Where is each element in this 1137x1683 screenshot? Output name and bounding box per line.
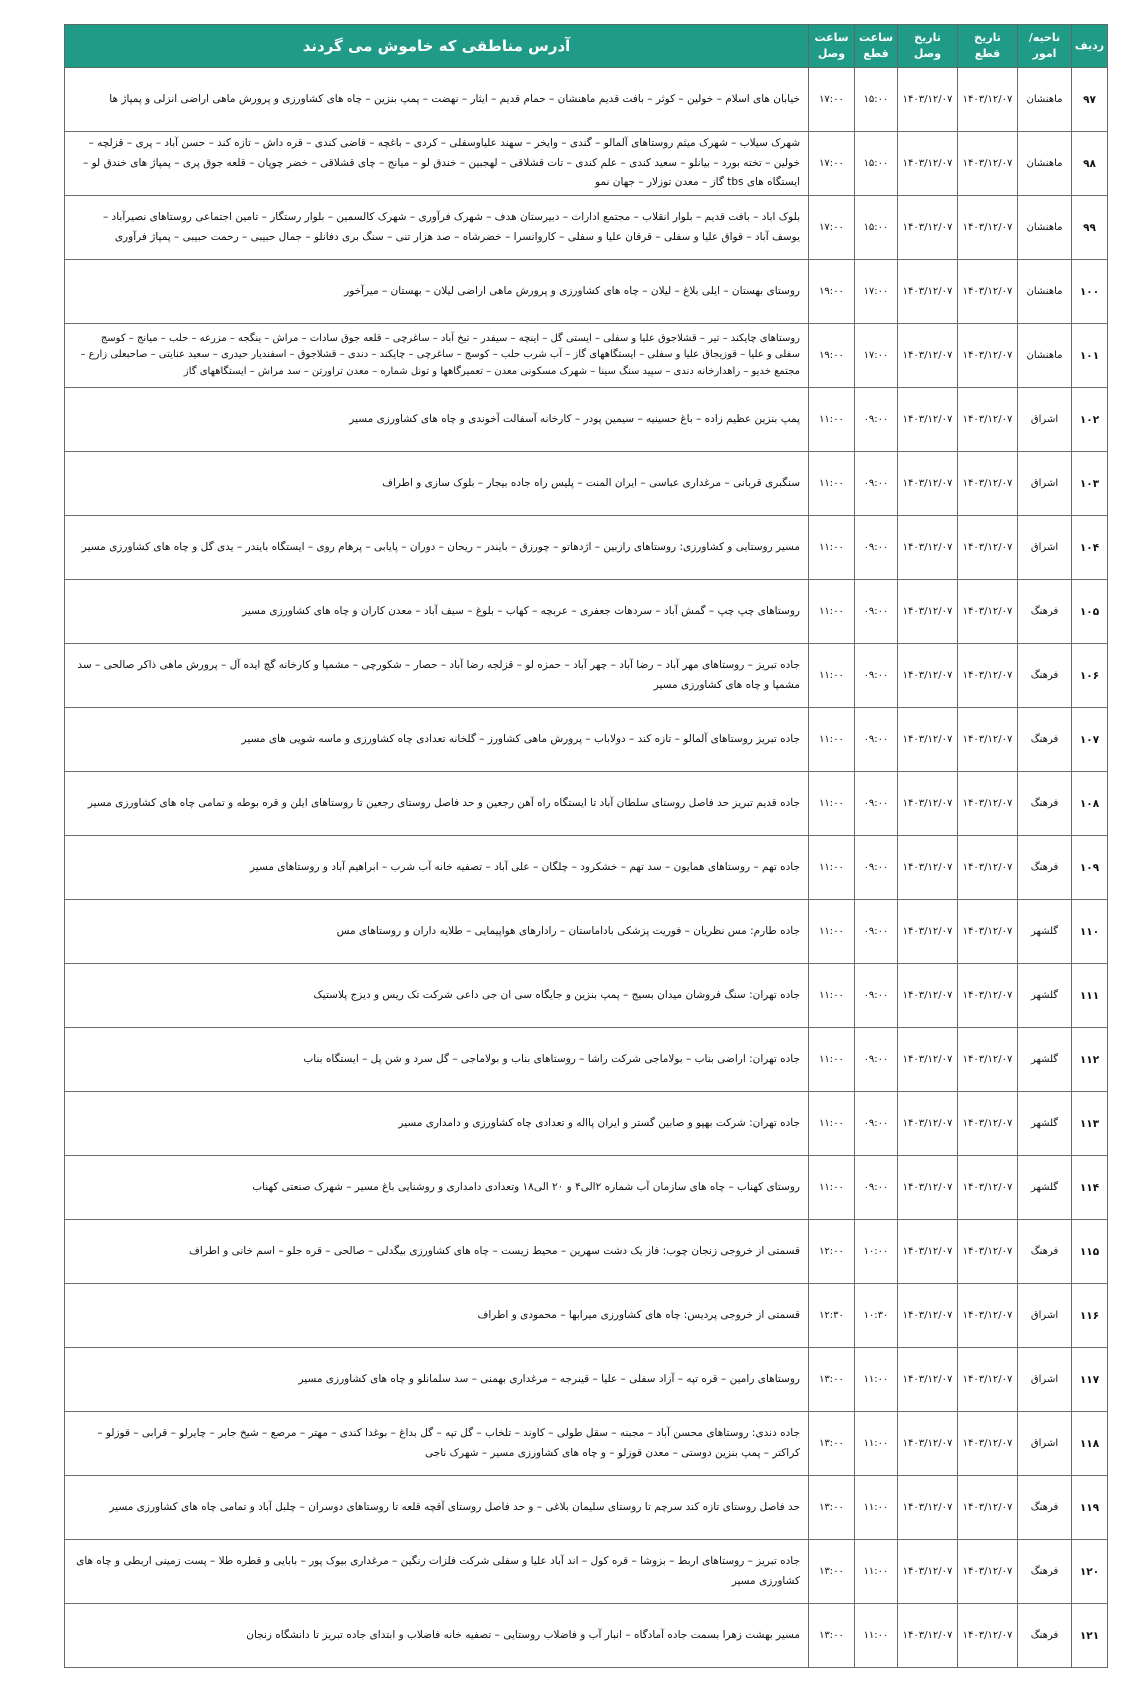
connect-time-cell: ۱۱:۰۰ bbox=[809, 708, 855, 772]
row-number-cell: ۹۷ bbox=[1072, 68, 1108, 132]
connect-time-cell: ۱۱:۰۰ bbox=[809, 1028, 855, 1092]
district-cell: فرهنگ bbox=[1018, 1604, 1072, 1668]
address-cell bbox=[65, 196, 809, 260]
row-number-cell: ۱۰۴ bbox=[1072, 516, 1108, 580]
row-number-cell: ۱۱۵ bbox=[1072, 1220, 1108, 1284]
address-text: جاده تبریز – روستاهای اربط – بزوشا – قره کول – اند آباد علیا و سفلی شرکت فلزات رنگین – مرغداری بیوک پور – بابایی و قطره طلا – پست زمینی اربطی و چاه های کشاورزی مسیر bbox=[76, 1554, 800, 1587]
cut-time-cell: ۰۹:۰۰ bbox=[855, 516, 898, 580]
cut-time-cell: ۱۷:۰۰ bbox=[855, 260, 898, 324]
cut-date-cell: ۱۴۰۳/۱۲/۰۷ bbox=[958, 1092, 1018, 1156]
connect-time-cell: ۱۱:۰۰ bbox=[809, 516, 855, 580]
table-row bbox=[65, 132, 1108, 196]
address-text: جاده طارم: مس نظریان – فوریت پزشکی باداماستان – رادارهای هواپیمایی – طلایه داران و روستاهای مس bbox=[336, 924, 800, 937]
table-row bbox=[65, 1156, 1108, 1220]
district-cell: گلشهر bbox=[1018, 900, 1072, 964]
cut-time-cell: ۱۵:۰۰ bbox=[855, 196, 898, 260]
cut-date-cell: ۱۴۰۳/۱۲/۰۷ bbox=[958, 1348, 1018, 1412]
connect-date-cell: ۱۴۰۳/۱۲/۰۷ bbox=[898, 1284, 958, 1348]
district-cell: فرهنگ bbox=[1018, 580, 1072, 644]
address-cell bbox=[65, 1028, 809, 1092]
address-cell bbox=[65, 1412, 809, 1476]
connect-time-cell: ۱۷:۰۰ bbox=[809, 68, 855, 132]
address-cell bbox=[65, 1156, 809, 1220]
cut-date-cell: ۱۴۰۳/۱۲/۰۷ bbox=[958, 580, 1018, 644]
cut-time-cell: ۰۹:۰۰ bbox=[855, 580, 898, 644]
district-cell: گلشهر bbox=[1018, 1028, 1072, 1092]
row-number-cell: ۱۰۵ bbox=[1072, 580, 1108, 644]
district-cell: اشراق bbox=[1018, 1284, 1072, 1348]
table-row bbox=[65, 1348, 1108, 1412]
address-cell bbox=[65, 132, 809, 196]
address-cell bbox=[65, 1348, 809, 1412]
cut-time-cell: ۱۱:۰۰ bbox=[855, 1412, 898, 1476]
row-number-cell: ۱۰۶ bbox=[1072, 644, 1108, 708]
header-address: آدرس مناطقی که خاموش می گردند bbox=[65, 25, 809, 68]
address-cell bbox=[65, 68, 809, 132]
cut-time-cell: ۰۹:۰۰ bbox=[855, 1092, 898, 1156]
cut-date-cell: ۱۴۰۳/۱۲/۰۷ bbox=[958, 132, 1018, 196]
district-cell: اشراق bbox=[1018, 452, 1072, 516]
address-cell bbox=[65, 708, 809, 772]
table-row bbox=[65, 388, 1108, 452]
district-cell: فرهنگ bbox=[1018, 708, 1072, 772]
table-row bbox=[65, 1540, 1108, 1604]
address-text: حد فاصل روستای تازه کند سرچم تا روستای سلیمان بلاغی – و حد فاصل روستای آقچه قلعه تا روستاهای دوسران – چلبل آباد و تمامی چاه های کشاورزی مسیر bbox=[109, 1500, 800, 1513]
address-cell bbox=[65, 516, 809, 580]
outage-table bbox=[64, 24, 1108, 1668]
connect-date-cell: ۱۴۰۳/۱۲/۰۷ bbox=[898, 900, 958, 964]
address-text: جاده تهران: سنگ فروشان میدان بسیج – پمپ بنزین و جایگاه سی ان جی داعی شرکت تک ریس و دیزج پلاستیک bbox=[313, 988, 800, 1001]
address-text: شهرک سیلاب – شهرک میثم روستاهای آلمالو – گندی – وایخر – سهند علیاوسفلی – کردی – باغچه – قاضی کندی – قره داش – تازه کند – حسن آباد – پری – قزلچه – خولین – تخته بورد – بیانلو – سعید کندی – علم کندی – تات قشلاقی – لهجبین – خندق لو – میانج – چای قشلاقی – خضر چوپان – قلعه جوق پری – پمپاژ های خندق لو – ایستگاه های tbs گاز – معدن توزلار – جهان نمو bbox=[83, 136, 800, 189]
connect-date-cell: ۱۴۰۳/۱۲/۰۷ bbox=[898, 1220, 958, 1284]
district-cell: فرهنگ bbox=[1018, 1220, 1072, 1284]
address-text: خیابان های اسلام – خولین – کوثر – بافت قدیم ماهنشان – حمام قدیم – ایثار – نهضت – پمپ بنزین – چاه های کشاورزی و پرورش ماهی اراضی انزلی و پمپاژ ها bbox=[109, 92, 800, 105]
address-cell bbox=[65, 964, 809, 1028]
connect-date-cell: ۱۴۰۳/۱۲/۰۷ bbox=[898, 260, 958, 324]
connect-date-cell: ۱۴۰۳/۱۲/۰۷ bbox=[898, 580, 958, 644]
address-text: روستای بهستان – ایلی بلاغ – لیلان – چاه های کشاورزی و پرورش ماهی اراضی لیلان – بهستان – میرآخور bbox=[344, 284, 800, 297]
cut-time-cell: ۰۹:۰۰ bbox=[855, 964, 898, 1028]
connect-date-cell: ۱۴۰۳/۱۲/۰۷ bbox=[898, 132, 958, 196]
district-cell: اشراق bbox=[1018, 388, 1072, 452]
table-row bbox=[65, 772, 1108, 836]
district-cell: اشراق bbox=[1018, 516, 1072, 580]
district-cell: ماهنشان bbox=[1018, 68, 1072, 132]
cut-time-cell: ۱۱:۰۰ bbox=[855, 1604, 898, 1668]
address-text: مسیر روستایی و کشاورزی: روستاهای رازبین – اژدهاتو – چورزق – بایندر – ریحان – دوران – پایابی – پرهام روی – ایستگاه بایندر – یدی گل و چاه های کشاورزی مسیر bbox=[81, 540, 800, 553]
connect-date-cell: ۱۴۰۳/۱۲/۰۷ bbox=[898, 324, 958, 388]
row-number-cell: ۹۹ bbox=[1072, 196, 1108, 260]
connect-date-cell: ۱۴۰۳/۱۲/۰۷ bbox=[898, 1476, 958, 1540]
address-cell bbox=[65, 1476, 809, 1540]
table-row bbox=[65, 516, 1108, 580]
address-text: روستاهای رامین – قره تپه – آزاد سفلی – علیا – قینرجه – مرغداری بهمنی – سد سلمانلو و چاه های کشاورزی مسیر bbox=[298, 1372, 800, 1385]
cut-date-cell: ۱۴۰۳/۱۲/۰۷ bbox=[958, 644, 1018, 708]
cut-time-cell: ۰۹:۰۰ bbox=[855, 1156, 898, 1220]
connect-date-cell: ۱۴۰۳/۱۲/۰۷ bbox=[898, 452, 958, 516]
cut-date-cell: ۱۴۰۳/۱۲/۰۷ bbox=[958, 452, 1018, 516]
address-text: روستاهای چایکند – تیر – قشلاجوق علیا و سفلی – ایستی گل – اینچه – سیفدر – تیخ آباد – ساغرچی – قلعه جوق سادات – مراش – ینگجه – مزرعه – حلب – میانج – کوسج سفلی و علیا – قوزیجاق علیا و سفلی – ایستگاههای گاز – آب شرب حلب – کوسج – ساغرچی – چایکند – دندی – قشلاجوق – اسفندیار حیدری – سعید عنایتی – صاحبعلی زارع – مجتمع خدیو – راهدارخانه دندی – سپید سنگ سینا – شهرک مسکونی معدن – تعمیرگاهها و تونل شماره – معدن تراورتن – سد مراش – ایستگاههای گاز bbox=[80, 332, 800, 377]
table-row bbox=[65, 68, 1108, 132]
connect-time-cell: ۱۹:۰۰ bbox=[809, 324, 855, 388]
row-number-cell: ۱۱۱ bbox=[1072, 964, 1108, 1028]
connect-time-cell: ۱۳:۰۰ bbox=[809, 1604, 855, 1668]
address-cell bbox=[65, 1604, 809, 1668]
row-number-cell: ۱۱۰ bbox=[1072, 900, 1108, 964]
cut-date-cell: ۱۴۰۳/۱۲/۰۷ bbox=[958, 1156, 1018, 1220]
address-cell bbox=[65, 260, 809, 324]
connect-time-cell: ۱۱:۰۰ bbox=[809, 1156, 855, 1220]
address-cell bbox=[65, 900, 809, 964]
cut-time-cell: ۰۹:۰۰ bbox=[855, 388, 898, 452]
table-row bbox=[65, 900, 1108, 964]
connect-time-cell: ۱۱:۰۰ bbox=[809, 900, 855, 964]
address-text: جاده دندی: روستاهای محسن آباد – مجبنه – سقل طولی – کاوند – تلخاب – گل تپه – گل بداغ – بوغدا کندی – مهتر – مرصع – شیخ جابر – چایرلو – قرابی – قوزلو – کراکتر – پمپ بنزین دوستی – معدن قوزلو – و چاه های کشاورزی مسیر – شهرک ناجی bbox=[97, 1426, 800, 1459]
address-text: جاده تهران: اراضی بناب – بولاماجی شرکت راشا – روستاهای بناب و بولاماجی – گل سرد و شن پل – ایستگاه بناب bbox=[303, 1052, 800, 1065]
cut-date-cell: ۱۴۰۳/۱۲/۰۷ bbox=[958, 772, 1018, 836]
connect-date-cell: ۱۴۰۳/۱۲/۰۷ bbox=[898, 1028, 958, 1092]
cut-date-cell: ۱۴۰۳/۱۲/۰۷ bbox=[958, 388, 1018, 452]
cut-date-cell: ۱۴۰۳/۱۲/۰۷ bbox=[958, 1284, 1018, 1348]
address-cell bbox=[65, 836, 809, 900]
district-cell: فرهنگ bbox=[1018, 644, 1072, 708]
connect-date-cell: ۱۴۰۳/۱۲/۰۷ bbox=[898, 836, 958, 900]
row-number-cell: ۱۰۹ bbox=[1072, 836, 1108, 900]
district-cell: اشراق bbox=[1018, 1348, 1072, 1412]
header-cut-date: تاریخ قطع bbox=[958, 25, 1018, 68]
address-text: جاده قدیم تبریز حد فاصل روستای سلطان آباد تا ایستگاه راه آهن رجعین و حد فاصل روستای رجعین تا روستاهای ایلن و قره بوطه و تمامی چاه های کشاورزی مسیر bbox=[87, 796, 800, 809]
connect-time-cell: ۱۱:۰۰ bbox=[809, 388, 855, 452]
cut-time-cell: ۰۹:۰۰ bbox=[855, 644, 898, 708]
district-cell: ماهنشان bbox=[1018, 196, 1072, 260]
address-text: قسمتی از خروجی زنجان چوب: فاز یک دشت سهرین – محیط زیست – چاه های کشاورزی بیگدلی – صالحی – قره جلو – اسم خانی و اطراف bbox=[188, 1244, 800, 1257]
connect-date-cell: ۱۴۰۳/۱۲/۰۷ bbox=[898, 964, 958, 1028]
address-text: جاده تهم – روستاهای همایون – سد تهم – خشکرود – چلگان – علی آباد – تصفیه خانه آب شرب – ابراهیم آباد و روستاهای مسیر bbox=[250, 860, 800, 873]
address-text: جاده تهران: شرکت بهپو و صابین گستر و ایران پااله و تعدادی چاه کشاورزی و دامداری مسیر bbox=[398, 1116, 800, 1129]
row-number-cell: ۱۱۷ bbox=[1072, 1348, 1108, 1412]
cut-date-cell: ۱۴۰۳/۱۲/۰۷ bbox=[958, 1028, 1018, 1092]
connect-time-cell: ۱۱:۰۰ bbox=[809, 452, 855, 516]
address-cell bbox=[65, 772, 809, 836]
cut-date-cell: ۱۴۰۳/۱۲/۰۷ bbox=[958, 324, 1018, 388]
table-row bbox=[65, 580, 1108, 644]
cut-time-cell: ۱۱:۰۰ bbox=[855, 1348, 898, 1412]
connect-time-cell: ۱۱:۰۰ bbox=[809, 836, 855, 900]
address-text: روستای کهناب – چاه های سازمان آب شماره ۲الی۴ و ۲۰ الی۱۸ وتعدادی دامداری و روشنایی باغ مسیر – شهرک صنعتی کهناب bbox=[252, 1180, 800, 1193]
row-number-cell: ۱۰۲ bbox=[1072, 388, 1108, 452]
cut-time-cell: ۱۷:۰۰ bbox=[855, 324, 898, 388]
cut-date-cell: ۱۴۰۳/۱۲/۰۷ bbox=[958, 260, 1018, 324]
address-cell bbox=[65, 1220, 809, 1284]
connect-date-cell: ۱۴۰۳/۱۲/۰۷ bbox=[898, 1348, 958, 1412]
district-cell: ماهنشان bbox=[1018, 324, 1072, 388]
cut-date-cell: ۱۴۰۳/۱۲/۰۷ bbox=[958, 1476, 1018, 1540]
connect-date-cell: ۱۴۰۳/۱۲/۰۷ bbox=[898, 1604, 958, 1668]
table-row bbox=[65, 452, 1108, 516]
table-row bbox=[65, 836, 1108, 900]
district-cell: فرهنگ bbox=[1018, 836, 1072, 900]
row-number-cell: ۱۱۴ bbox=[1072, 1156, 1108, 1220]
address-cell bbox=[65, 388, 809, 452]
cut-date-cell: ۱۴۰۳/۱۲/۰۷ bbox=[958, 836, 1018, 900]
address-text: بلوک اباد – بافت قدیم – بلوار انقلاب – مجتمع ادارات – دبیرستان هدف – شهرک فرآوری – شهرک کالسمین – بلوار رستگار – تامین اجتماعی روستاهای نصیرآباد – یوسف آباد – قواق علیا و سفلی – قرقان علیا و سفلی – کاروانسرا – خضرشاه – صد هزار تنی – سنگ بری دفانلو – جمال حبیبی – رحمت حبیبی – پمپاژ فرآوری bbox=[102, 210, 800, 243]
cut-time-cell: ۱۱:۰۰ bbox=[855, 1476, 898, 1540]
header-district: ناحیه/امور bbox=[1018, 25, 1072, 68]
district-cell: ماهنشان bbox=[1018, 260, 1072, 324]
district-cell: ماهنشان bbox=[1018, 132, 1072, 196]
row-number-cell: ۱۲۰ bbox=[1072, 1540, 1108, 1604]
cut-date-cell: ۱۴۰۳/۱۲/۰۷ bbox=[958, 1540, 1018, 1604]
district-cell: فرهنگ bbox=[1018, 772, 1072, 836]
address-text: پمپ بنزین عظیم زاده – باغ حسینیه – سیمین پودر – کارخانه آسفالت آخوندی و چاه های کشاورزی مسیر bbox=[349, 412, 800, 425]
table-row bbox=[65, 1604, 1108, 1668]
header-connect-time: ساعت وصل bbox=[809, 25, 855, 68]
row-number-cell: ۱۱۲ bbox=[1072, 1028, 1108, 1092]
connect-date-cell: ۱۴۰۳/۱۲/۰۷ bbox=[898, 708, 958, 772]
address-text: سنگبری قربانی – مرغداری عباسی – ایران المنت – پلیس راه جاده بیجار – بلوک سازی و اطراف bbox=[382, 476, 800, 489]
cut-time-cell: ۱۰:۳۰ bbox=[855, 1284, 898, 1348]
cut-date-cell: ۱۴۰۳/۱۲/۰۷ bbox=[958, 964, 1018, 1028]
address-text: مسیر بهشت زهرا بسمت جاده آمادگاه – انبار آب و فاضلاب روستایی – تصفیه خانه فاضلاب و ابتدای جاده تبریز تا دانشگاه زنجان bbox=[246, 1628, 800, 1641]
table-row bbox=[65, 1476, 1108, 1540]
district-cell: فرهنگ bbox=[1018, 1540, 1072, 1604]
address-text: جاده تبریز روستاهای آلمالو – تازه کند – دولاباب – پرورش ماهی کشاورز – گلخانه تعدادی چاه کشاورزی و ماسه شویی های مسیر bbox=[241, 732, 800, 745]
outage-schedule-sheet bbox=[64, 24, 1107, 1668]
table-row bbox=[65, 260, 1108, 324]
cut-date-cell: ۱۴۰۳/۱۲/۰۷ bbox=[958, 708, 1018, 772]
connect-date-cell: ۱۴۰۳/۱۲/۰۷ bbox=[898, 196, 958, 260]
address-cell bbox=[65, 452, 809, 516]
connect-date-cell: ۱۴۰۳/۱۲/۰۷ bbox=[898, 644, 958, 708]
district-cell: گلشهر bbox=[1018, 1092, 1072, 1156]
row-number-cell: ۱۰۰ bbox=[1072, 260, 1108, 324]
connect-time-cell: ۱۱:۰۰ bbox=[809, 580, 855, 644]
row-number-cell: ۱۱۳ bbox=[1072, 1092, 1108, 1156]
address-text: روستاهای چپ چپ – گمش آباد – سردهات جعفری – عربچه – کهاب – بلوغ – سیف آباد – معدن کاران و چاه های کشاورزی مسیر bbox=[242, 604, 800, 617]
table-row bbox=[65, 964, 1108, 1028]
connect-time-cell: ۱۳:۰۰ bbox=[809, 1412, 855, 1476]
table-row bbox=[65, 1092, 1108, 1156]
district-cell: اشراق bbox=[1018, 1412, 1072, 1476]
address-text: جاده تبریز – روستاهای مهر آباد – رضا آباد – چهر آباد – حمزه لو – قزلجه رضا آباد – حصار – شکورچی – مشمپا و کارخانه گچ ایده آل – پرورش ماهی ذاکر صالحی – سد مشمپا و چاه های کشاورزی مسیر bbox=[77, 658, 800, 691]
cut-time-cell: ۰۹:۰۰ bbox=[855, 900, 898, 964]
address-cell bbox=[65, 644, 809, 708]
address-text: قسمتی از خروجی پردیس: چاه های کشاورزی میرابها – محمودی و اطراف bbox=[477, 1308, 800, 1321]
cut-time-cell: ۱۵:۰۰ bbox=[855, 68, 898, 132]
connect-date-cell: ۱۴۰۳/۱۲/۰۷ bbox=[898, 1412, 958, 1476]
connect-date-cell: ۱۴۰۳/۱۲/۰۷ bbox=[898, 388, 958, 452]
connect-time-cell: ۱۱:۰۰ bbox=[809, 964, 855, 1028]
table-row bbox=[65, 708, 1108, 772]
cut-time-cell: ۱۵:۰۰ bbox=[855, 132, 898, 196]
address-cell bbox=[65, 1092, 809, 1156]
connect-time-cell: ۱۳:۰۰ bbox=[809, 1348, 855, 1412]
connect-date-cell: ۱۴۰۳/۱۲/۰۷ bbox=[898, 1092, 958, 1156]
row-number-cell: ۱۱۶ bbox=[1072, 1284, 1108, 1348]
cut-date-cell: ۱۴۰۳/۱۲/۰۷ bbox=[958, 516, 1018, 580]
cut-time-cell: ۰۹:۰۰ bbox=[855, 836, 898, 900]
row-number-cell: ۱۰۱ bbox=[1072, 324, 1108, 388]
connect-time-cell: ۱۹:۰۰ bbox=[809, 260, 855, 324]
cut-date-cell: ۱۴۰۳/۱۲/۰۷ bbox=[958, 1604, 1018, 1668]
cut-date-cell: ۱۴۰۳/۱۲/۰۷ bbox=[958, 196, 1018, 260]
cut-time-cell: ۰۹:۰۰ bbox=[855, 708, 898, 772]
connect-time-cell: ۱۲:۳۰ bbox=[809, 1284, 855, 1348]
row-number-cell: ۱۰۷ bbox=[1072, 708, 1108, 772]
table-row bbox=[65, 1412, 1108, 1476]
row-number-cell: ۱۲۱ bbox=[1072, 1604, 1108, 1668]
header-row-number: ردیف bbox=[1072, 25, 1108, 68]
cut-date-cell: ۱۴۰۳/۱۲/۰۷ bbox=[958, 1412, 1018, 1476]
district-cell: گلشهر bbox=[1018, 964, 1072, 1028]
address-cell bbox=[65, 580, 809, 644]
connect-date-cell: ۱۴۰۳/۱۲/۰۷ bbox=[898, 516, 958, 580]
district-cell: گلشهر bbox=[1018, 1156, 1072, 1220]
table-row bbox=[65, 1028, 1108, 1092]
row-number-cell: ۱۱۸ bbox=[1072, 1412, 1108, 1476]
table-row bbox=[65, 196, 1108, 260]
header-connect-date: تاریخ وصل bbox=[898, 25, 958, 68]
address-cell bbox=[65, 324, 809, 388]
connect-date-cell: ۱۴۰۳/۱۲/۰۷ bbox=[898, 1156, 958, 1220]
connect-time-cell: ۱۷:۰۰ bbox=[809, 132, 855, 196]
table-row bbox=[65, 324, 1108, 388]
connect-time-cell: ۱۳:۰۰ bbox=[809, 1476, 855, 1540]
header-cut-time: ساعت قطع bbox=[855, 25, 898, 68]
cut-date-cell: ۱۴۰۳/۱۲/۰۷ bbox=[958, 900, 1018, 964]
connect-time-cell: ۱۱:۰۰ bbox=[809, 1092, 855, 1156]
connect-date-cell: ۱۴۰۳/۱۲/۰۷ bbox=[898, 68, 958, 132]
table-row bbox=[65, 1220, 1108, 1284]
address-cell bbox=[65, 1284, 809, 1348]
cut-date-cell: ۱۴۰۳/۱۲/۰۷ bbox=[958, 68, 1018, 132]
district-cell: فرهنگ bbox=[1018, 1476, 1072, 1540]
connect-time-cell: ۱۳:۰۰ bbox=[809, 1540, 855, 1604]
cut-time-cell: ۰۹:۰۰ bbox=[855, 452, 898, 516]
table-row bbox=[65, 644, 1108, 708]
cut-time-cell: ۰۹:۰۰ bbox=[855, 772, 898, 836]
connect-time-cell: ۱۲:۰۰ bbox=[809, 1220, 855, 1284]
table-body bbox=[65, 68, 1108, 1668]
connect-date-cell: ۱۴۰۳/۱۲/۰۷ bbox=[898, 1540, 958, 1604]
table-header-row bbox=[65, 25, 1108, 68]
connect-time-cell: ۱۱:۰۰ bbox=[809, 644, 855, 708]
cut-time-cell: ۰۹:۰۰ bbox=[855, 1028, 898, 1092]
cut-time-cell: ۱۰:۰۰ bbox=[855, 1220, 898, 1284]
cut-date-cell: ۱۴۰۳/۱۲/۰۷ bbox=[958, 1220, 1018, 1284]
address-cell bbox=[65, 1540, 809, 1604]
row-number-cell: ۱۱۹ bbox=[1072, 1476, 1108, 1540]
connect-time-cell: ۱۱:۰۰ bbox=[809, 772, 855, 836]
row-number-cell: ۱۰۸ bbox=[1072, 772, 1108, 836]
row-number-cell: ۹۸ bbox=[1072, 132, 1108, 196]
table-row bbox=[65, 1284, 1108, 1348]
row-number-cell: ۱۰۳ bbox=[1072, 452, 1108, 516]
connect-date-cell: ۱۴۰۳/۱۲/۰۷ bbox=[898, 772, 958, 836]
cut-time-cell: ۱۱:۰۰ bbox=[855, 1540, 898, 1604]
connect-time-cell: ۱۷:۰۰ bbox=[809, 196, 855, 260]
